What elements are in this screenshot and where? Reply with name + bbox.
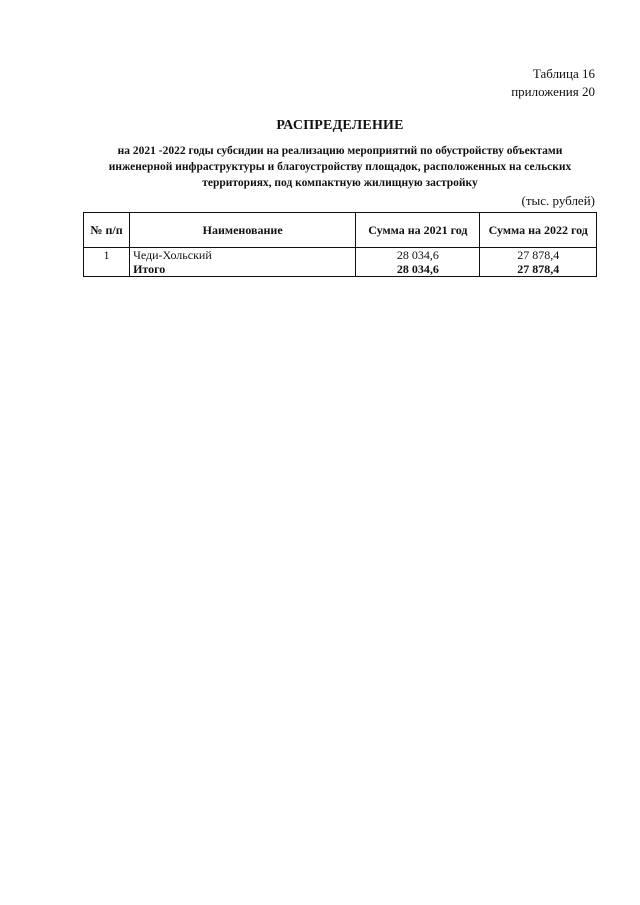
table-row <box>84 248 597 263</box>
appendix-label: приложения 20 <box>511 84 595 99</box>
table-header-row <box>84 213 597 248</box>
row-number: 1 <box>84 248 130 263</box>
column-header-number: № п/п <box>84 213 130 248</box>
column-header-sum-2022: Сумма на 2022 год <box>480 213 597 248</box>
total-number <box>84 262 130 277</box>
document-title: РАСПРЕДЕЛЕНИЕ <box>276 118 404 133</box>
document-header <box>511 65 595 101</box>
total-name: Итого <box>130 262 356 277</box>
document-subtitle: на 2021 -2022 годы субсидии на реализацию мероприятий по обустройству объектами инженерной инфраструктуры и благоустройству площадок, расположенных на сельских территориях, под компактную жилищную застройку <box>108 145 572 189</box>
table-total-row <box>84 262 597 277</box>
column-header-sum-2021: Сумма на 2021 год <box>356 213 480 248</box>
units-label: (тыс. рублей) <box>521 193 595 208</box>
distribution-table <box>83 212 597 277</box>
row-sum-2021: 28 034,6 <box>356 248 480 263</box>
total-sum-2021: 28 034,6 <box>356 262 480 277</box>
row-name: Чеди-Хольский <box>130 248 356 263</box>
column-header-name: Наименование <box>130 213 356 248</box>
row-sum-2022: 27 878,4 <box>480 248 597 263</box>
total-sum-2022: 27 878,4 <box>480 262 597 277</box>
table-label: Таблица 16 <box>532 66 595 81</box>
